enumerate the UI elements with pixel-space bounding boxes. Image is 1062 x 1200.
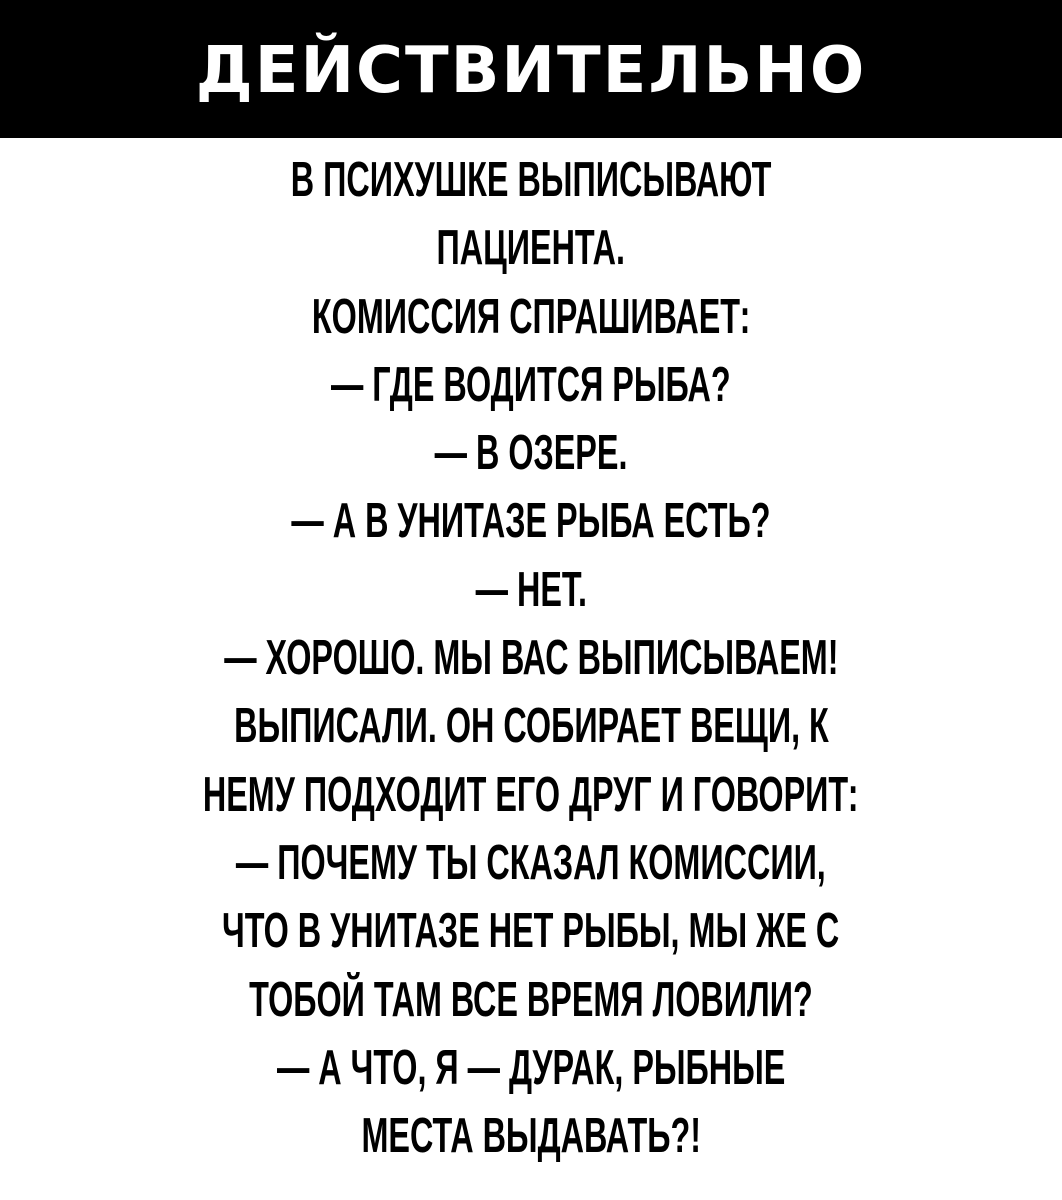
joke-line: — А В УНИТАЗЕ РЫБА ЕСТЬ? xyxy=(291,494,771,549)
joke-line: — А ЧТО, Я — ДУРАК, РЫБНЫЕ xyxy=(276,1040,786,1095)
joke-line: КОМИССИЯ СПРАШИВАЕТ: xyxy=(311,289,751,344)
joke-line: — В ОЗЕРЕ. xyxy=(434,426,628,481)
joke-line: — ХОРОШО. МЫ ВАС ВЫПИСЫВАЕМ! xyxy=(223,631,839,686)
joke-line: НЕМУ ПОДХОДИТ ЕГО ДРУГ И ГОВОРИТ: xyxy=(203,767,859,822)
joke-line: ПАЦИЕНТА. xyxy=(436,221,626,276)
joke-line: ТОБОЙ ТАМ ВСЕ ВРЕМЯ ЛОВИЛИ? xyxy=(249,972,813,1027)
joke-text xyxy=(0,146,1062,1170)
joke-line: — НЕТ. xyxy=(475,562,587,617)
joke-line: ЧТО В УНИТАЗЕ НЕТ РЫБЫ, МЫ ЖЕ С xyxy=(222,904,840,959)
joke-line: МЕСТА ВЫДАВАТЬ?! xyxy=(361,1109,701,1164)
joke-line: — ГДЕ ВОДИТСЯ РЫБА? xyxy=(331,357,731,412)
joke-line: — ПОЧЕМУ ТЫ СКАЗАЛ КОМИССИИ, xyxy=(236,835,826,890)
header-banner xyxy=(0,0,1062,138)
joke-line: В ПСИХУШКЕ ВЫПИСЫВАЮТ xyxy=(290,153,772,207)
page-title: ДЕЙСТВИТЕЛЬНО xyxy=(195,34,867,108)
joke-line: ВЫПИСАЛИ. ОН СОБИРАЕТ ВЕЩИ, К xyxy=(233,699,829,754)
